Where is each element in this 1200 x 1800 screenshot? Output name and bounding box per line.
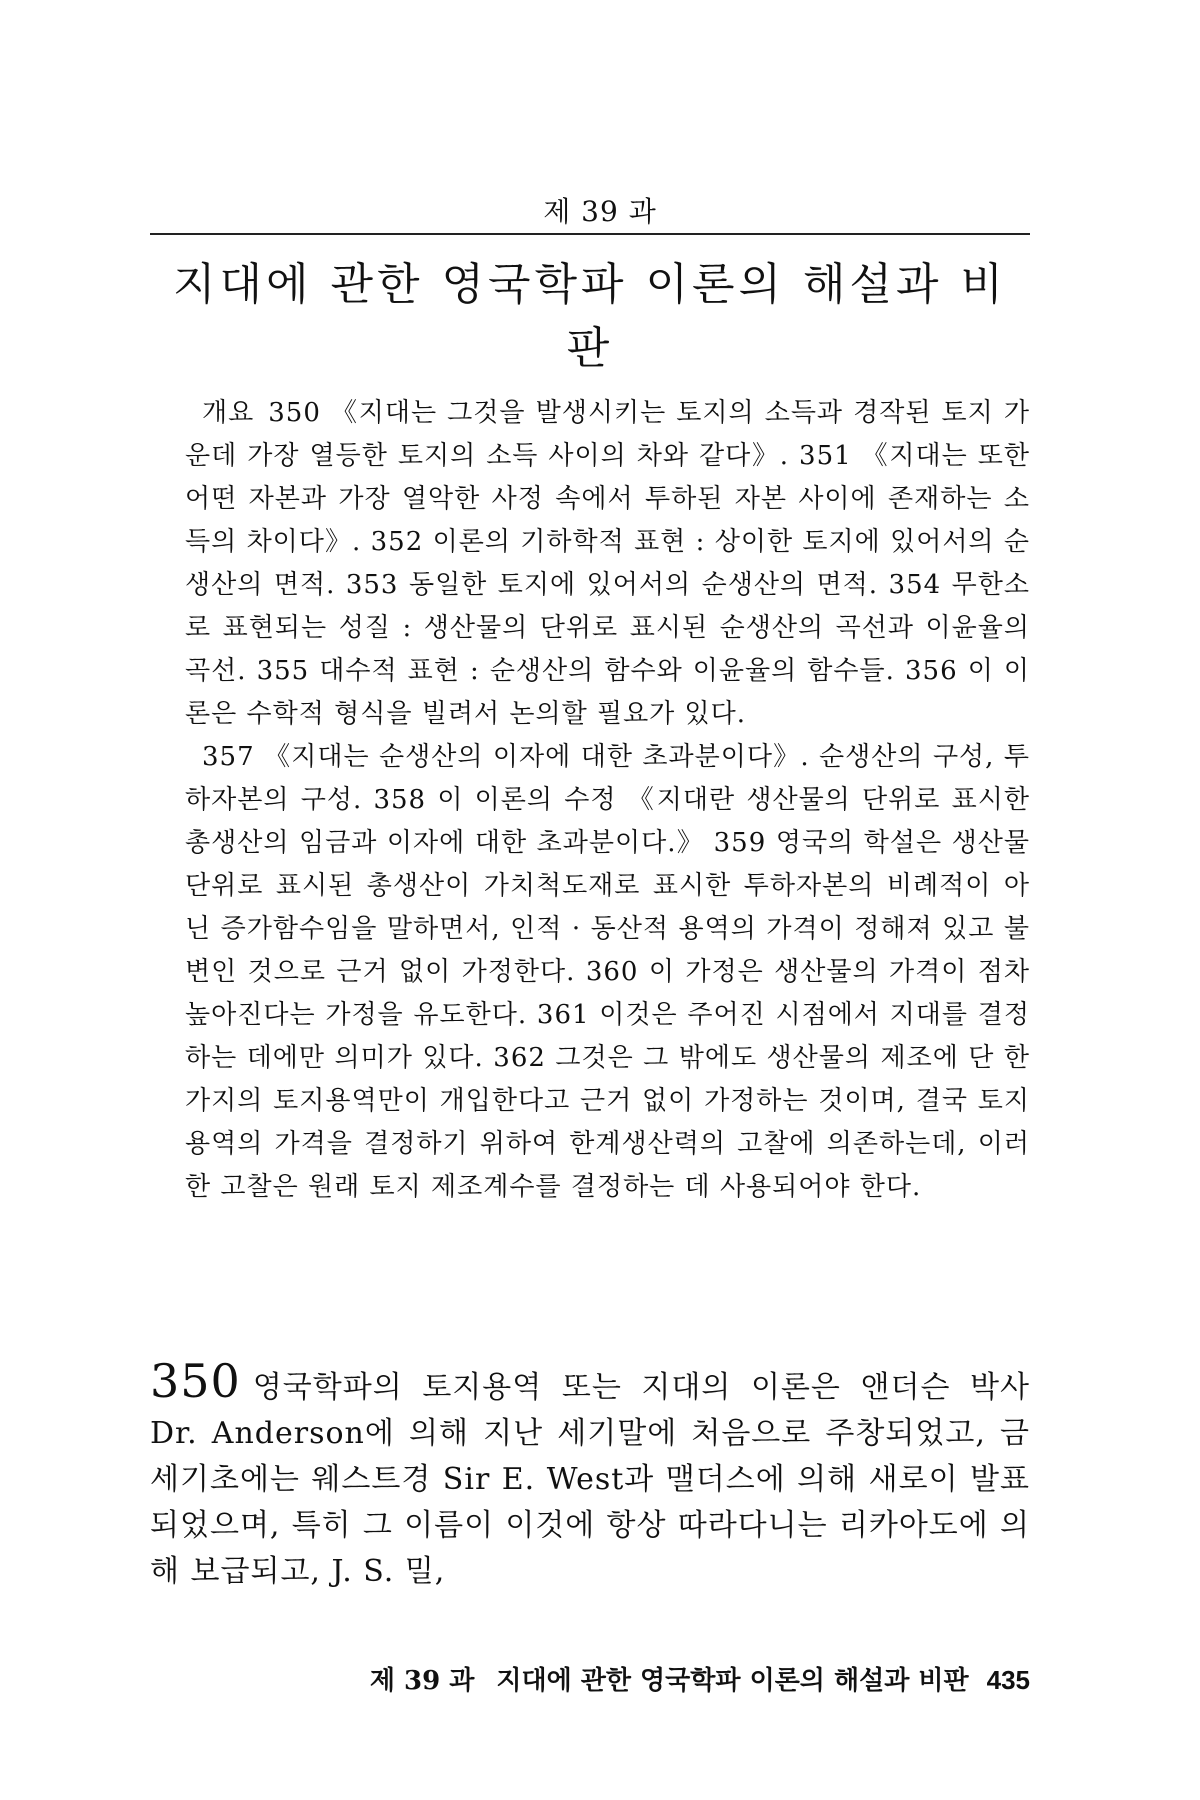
section-body: [150, 1354, 1030, 1595]
section-number: 350: [150, 1354, 241, 1408]
running-footer: [150, 1660, 1030, 1697]
title-rule: [150, 233, 1030, 235]
summary-paragraph: [185, 736, 1030, 1209]
footer-chapter: 제 39 과: [369, 1666, 475, 1696]
summary-lead: 개요: [202, 398, 255, 428]
footer-title: 지대에 관한 영국학파 이론의 해설과 비판: [496, 1666, 969, 1696]
summary-paragraph-1-text: 350 《지대는 그것을 발생시키는 토지의 소득과 경작된 토지 가운데 가장 열등한 토지의 소득 사이의 차와 같다》. 351 《지대는 또한 어떤 자본과 가장 열악한 사정 속에서 투하된 자본 사이에 존재하는 소득의 차이다》. 352 이론의 기하학적 표현 : 상이한 토지에 있어서의 순생산의 면적. 353 동일한 토지에 있어서의 순생산의 면적. 354 무한소로 표현되는 성질 : 생산물의 단위로 표시된 순생산의 곡선과 이윤율의 곡선. 355 대수적 표현 : 순생산의 함수와 이윤율의 함수들. 356 이 이론은 수학적 형식을 빌려서 논의할 필요가 있다.: [185, 398, 1030, 729]
summary-paragraph: [185, 392, 1030, 736]
section-paragraph: [150, 1354, 1030, 1595]
section-text: 영국학파의 토지용역 또는 지대의 이론은 앤더슨 박사 Dr. Anderson에 의해 지난 세기말에 처음으로 주창되었고, 금세기초에는 웨스트경 Sir E. West과 맬더스에 의해 새로이 발표되었으며, 특히 그 이름이 이것에 항상 따라다니는 리카아도에 의해 보급되고, J. S. 밀,: [150, 1370, 1030, 1589]
summary-paragraph-2-text: 357 《지대는 순생산의 이자에 대한 초과분이다》. 순생산의 구성, 투하자본의 구성. 358 이 이론의 수정 《지대란 생산물의 단위로 표시한 총생산의 임금과 이자에 대한 초과분이다.》 359 영국의 학설은 생산물 단위로 표시된 총생산이 가치척도재로 표시한 투하자본의 비례적이 아닌 증가함수임을 말하면서, 인적 · 동산적 용역의 가격이 정해져 있고 불변인 것으로 근거 없이 가정한다. 360 이 가정은 생산물의 가격이 점차 높아진다는 가정을 유도한다. 361 이것은 주어진 시점에서 지대를 결정하는 데에만 의미가 있다. 362 그것은 그 밖에도 생산물의 제조에 단 한 가지의 토지용역만이 개입한다고 근거 없이 가정하는 것이며, 결국 토지용역의 가격을 결정하기 위하여 한계생산력의 고찰에 의존하는데, 이러한 고찰은 원래 토지 제조계수를 결정하는 데 사용되어야 한다.: [185, 742, 1030, 1202]
chapter-summary: [185, 392, 1030, 1209]
page-number: 435: [986, 1665, 1030, 1695]
chapter-label: 제 39 과: [543, 195, 657, 228]
chapter-title: 지대에 관한 영국학파 이론의 해설과 비판: [173, 259, 1007, 374]
